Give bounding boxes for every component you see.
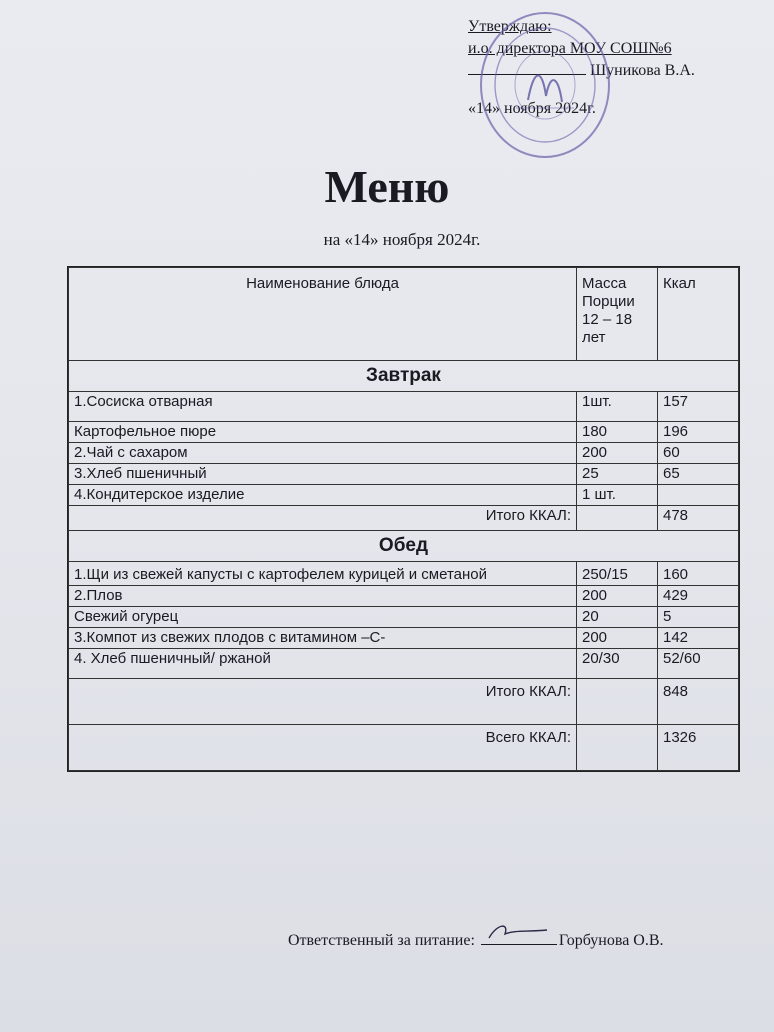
dish-name: 4.Кондитерское изделие <box>69 485 577 506</box>
approval-heading: Утверждаю: <box>468 18 552 35</box>
grand-total-value: 1326 <box>658 725 739 771</box>
total-value: 478 <box>658 506 739 531</box>
responsible-name: Горбунова О.В. <box>558 932 664 949</box>
kcal: 52/60 <box>658 649 739 679</box>
dish-name: Картофельное пюре <box>69 422 577 443</box>
dish-name: 2.Чай с сахаром <box>69 443 577 464</box>
table-row <box>69 443 739 464</box>
approval-date: «14» ноября 2024г. <box>468 100 596 117</box>
dish-name: 1.Сосиска отварная <box>69 392 577 422</box>
portion: 20/30 <box>577 649 658 679</box>
page-title: Меню <box>324 161 450 212</box>
total-value: 848 <box>658 679 739 725</box>
dish-name: 3.Хлеб пшеничный <box>69 464 577 485</box>
kcal: 65 <box>658 464 739 485</box>
section-breakfast <box>69 361 739 392</box>
header-dish: Наименование блюда <box>69 268 577 361</box>
portion: 25 <box>577 464 658 485</box>
header-kcal: Ккал <box>658 268 739 361</box>
portion: 250/15 <box>577 562 658 586</box>
responsible-label: Ответственный за питание: <box>288 932 475 949</box>
grand-total-row <box>69 725 739 771</box>
dish-name: Свежий огурец <box>69 607 577 628</box>
approval-position: и.о. директора МОУ СОШ№6 <box>468 40 672 57</box>
grand-total-label: Всего ККАЛ: <box>69 725 577 771</box>
breakfast-total-row <box>69 506 739 531</box>
kcal <box>658 485 739 506</box>
table-header <box>69 268 739 361</box>
menu-table <box>67 266 740 772</box>
section-title: Завтрак <box>69 361 739 392</box>
portion: 1 шт. <box>577 485 658 506</box>
portion: 20 <box>577 607 658 628</box>
table-row <box>69 464 739 485</box>
table-row <box>69 586 739 607</box>
kcal: 160 <box>658 562 739 586</box>
section-title: Обед <box>69 531 739 562</box>
dish-name: 4. Хлеб пшеничный/ ржаной <box>69 649 577 679</box>
dish-name: 3.Компот из свежих плодов с витамином –С- <box>69 628 577 649</box>
table-row <box>69 392 739 422</box>
signature-icon <box>481 930 557 945</box>
kcal: 429 <box>658 586 739 607</box>
lunch-total-row <box>69 679 739 725</box>
kcal: 5 <box>658 607 739 628</box>
portion: 200 <box>577 628 658 649</box>
menu-date: на «14» ноября 2024г. <box>323 230 481 249</box>
kcal: 196 <box>658 422 739 443</box>
kcal: 60 <box>658 443 739 464</box>
total-empty <box>577 506 658 531</box>
table-row <box>69 485 739 506</box>
portion: 200 <box>577 443 658 464</box>
portion: 1шт. <box>577 392 658 422</box>
table-row <box>69 562 739 586</box>
table-row <box>69 422 739 443</box>
kcal: 157 <box>658 392 739 422</box>
kcal: 142 <box>658 628 739 649</box>
grand-total-empty <box>577 725 658 771</box>
header-portion: Масса Порции 12 – 18 лет <box>577 268 658 361</box>
table-row <box>69 649 739 679</box>
total-empty <box>577 679 658 725</box>
portion: 200 <box>577 586 658 607</box>
portion: 180 <box>577 422 658 443</box>
dish-name: 2.Плов <box>69 586 577 607</box>
table-row <box>69 607 739 628</box>
section-lunch <box>69 531 739 562</box>
responsible-footer <box>288 930 664 950</box>
total-label: Итого ККАЛ: <box>69 506 577 531</box>
total-label: Итого ККАЛ: <box>69 679 577 725</box>
dish-name: 1.Щи из свежей капусты с картофелем курицей и сметаной <box>69 562 577 586</box>
approver-name: Шуникова В.А. <box>590 62 695 79</box>
table-row <box>69 628 739 649</box>
school-stamp-icon <box>476 8 614 162</box>
